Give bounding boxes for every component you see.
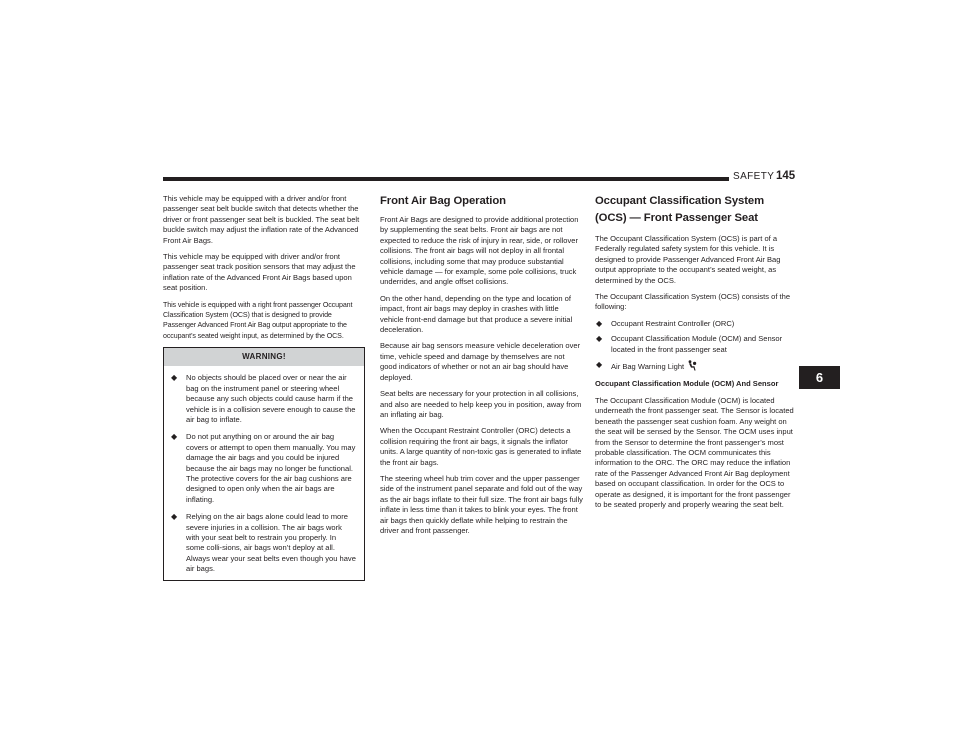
column-1 [163, 194, 365, 581]
list-item [595, 360, 797, 374]
warning-item [170, 432, 356, 505]
paragraph: The Occupant Classification Module (OCM) is located underneath the front passenger seat. The Sensor is located beneath the passenger seat cushion foam. Any weight on the seat will be sensed by the Sensor. The OCM uses input from the Sensor to determine the front passenger’s most probable classification. The OCM communicates this information to the ORC. The ORC may reduce the inflation rate of the Passenger Advanced Front Air Bag deployment based on occupant classification. In order for the OCS to operate as designed, it is important for the front passenger to be seated properly and properly wearing the seat belt. [595, 395, 794, 509]
page-number: 145 [776, 170, 796, 182]
warning-item-text: Do not put anything on or around the air bag covers or attempt to open them manually. You may damage the air bags and you could be injured because the air bags may no longer be functional. The protective covers for the air bag cushions are designed to open only when the air bags are inflating. [186, 432, 356, 504]
section-heading: Front Air Bag Operation [380, 195, 506, 207]
chapter-tab: 6 [799, 366, 840, 389]
warning-item-text: Relying on the air bags alone could lead to more severe injuries in a collision. The air bags work with your seat belt to restrain you properly. In some colli-sions, air bags won’t deploy at all. Always wear your seat belts even though you have air bags. [186, 512, 356, 574]
section-heading: Occupant Classification System (OCS) — Front Passenger Seat [595, 195, 765, 224]
list-item-text: Occupant Restraint Controller (ORC) [611, 318, 735, 328]
column-3 [595, 194, 797, 516]
paragraph: Because air bag sensors measure vehicle deceleration over time, vehicle speed and damage by themselves are not good indicators of whether or not an air bag should have deployed. [380, 341, 581, 382]
paragraph: Seat belts are necessary for your protection in all collisions, and also are needed to help keep you in position, away from an inflating air bag. [380, 389, 582, 419]
warning-box [163, 347, 365, 580]
diamond-bullet-icon: ◆ [171, 432, 178, 442]
diamond-bullet-icon: ◆ [596, 318, 603, 328]
warning-item [170, 512, 356, 574]
paragraph: The Occupant Classification System (OCS) consists of the following: [595, 292, 791, 312]
paragraph: This vehicle is equipped with a right front passenger Occupant Classification System (OCS) that is designed to provide Passenger Advanced Front Air Bag output appropriate to the occupant’s seated weight input, as determined by the OCS. [163, 300, 353, 340]
diamond-bullet-icon: ◆ [171, 512, 178, 522]
list-item-text: Air Bag Warning Light [611, 362, 685, 372]
paragraph: When the Occupant Restraint Controller (ORC) detects a collision requiring the front air bags, it signals the inflator units. A large quantity of non-toxic gas is generated to inflate the front air bags. [380, 426, 582, 467]
paragraph: Front Air Bags are designed to provide additional protection by supplementing the seat belts. Front air bags are not expected to reduce the risk of injury in rear, side, or rollover collisions. The front air bags will not deploy in all frontal collisions, including some that may produce substantial vehicle damage — for example, some pole collisions, truck underrides, and angle offset collisions. [380, 215, 579, 287]
list-item [595, 334, 797, 355]
air-bag-warning-light-icon [687, 360, 697, 374]
paragraph: The Occupant Classification System (OCS) is part of a Federally regulated safety system for this vehicle. It is designed to provide Passenger Advanced Front Air Bag output appropriate to the occupant’s seated weight, as determined by the OCS. [595, 234, 781, 285]
diamond-bullet-icon: ◆ [596, 360, 603, 370]
warning-title: WARNING! [164, 348, 364, 366]
diamond-bullet-icon: ◆ [596, 334, 603, 344]
paragraph: This vehicle may be equipped with driver and/or front passenger seat track position sensors that may adjust the inflation rate of the Advanced Front Air Bags based upon seat position. [163, 252, 356, 293]
diamond-bullet-icon: ◆ [171, 373, 178, 383]
header-rule [163, 177, 729, 181]
ocs-components-list [595, 319, 797, 375]
paragraph: On the other hand, depending on the type and location of impact, front air bags may deploy in crashes with little vehicle front-end damage but that produce a severe initial deceleration. [380, 293, 573, 335]
subheading: Occupant Classification Module (OCM) And Sensor [595, 379, 779, 389]
column-2 [380, 194, 583, 542]
warning-item [170, 373, 356, 425]
warning-item-text: No objects should be placed over or near the air bag on the instrument panel or steering wheel because any such objects could cause harm if the vehicle is in a collision severe enough to cause the air bag to inflate. [186, 373, 356, 424]
warning-list [170, 373, 356, 574]
list-item [595, 319, 797, 329]
paragraph: The steering wheel hub trim cover and the upper passenger side of the instrument panel separate and fold out of the way as the air bags inflate to their full size. The front air bags fully inflate in less time than it takes to blink your eyes. The front air bags then quickly deflate while helping to restrain the driver and front passenger. [380, 473, 583, 535]
list-item-text: Occupant Classification Module (OCM) and Sensor located in the front passenger seat [611, 334, 783, 354]
section-title: SAFETY [733, 171, 775, 182]
paragraph: This vehicle may be equipped with a driver and/or front passenger seat belt buckle switch that detects whether the driver or front passenger seat belt is buckled. The seat belt buckle switch may adjust the inflation rate of the Advanced Front Air Bags. [163, 194, 360, 245]
